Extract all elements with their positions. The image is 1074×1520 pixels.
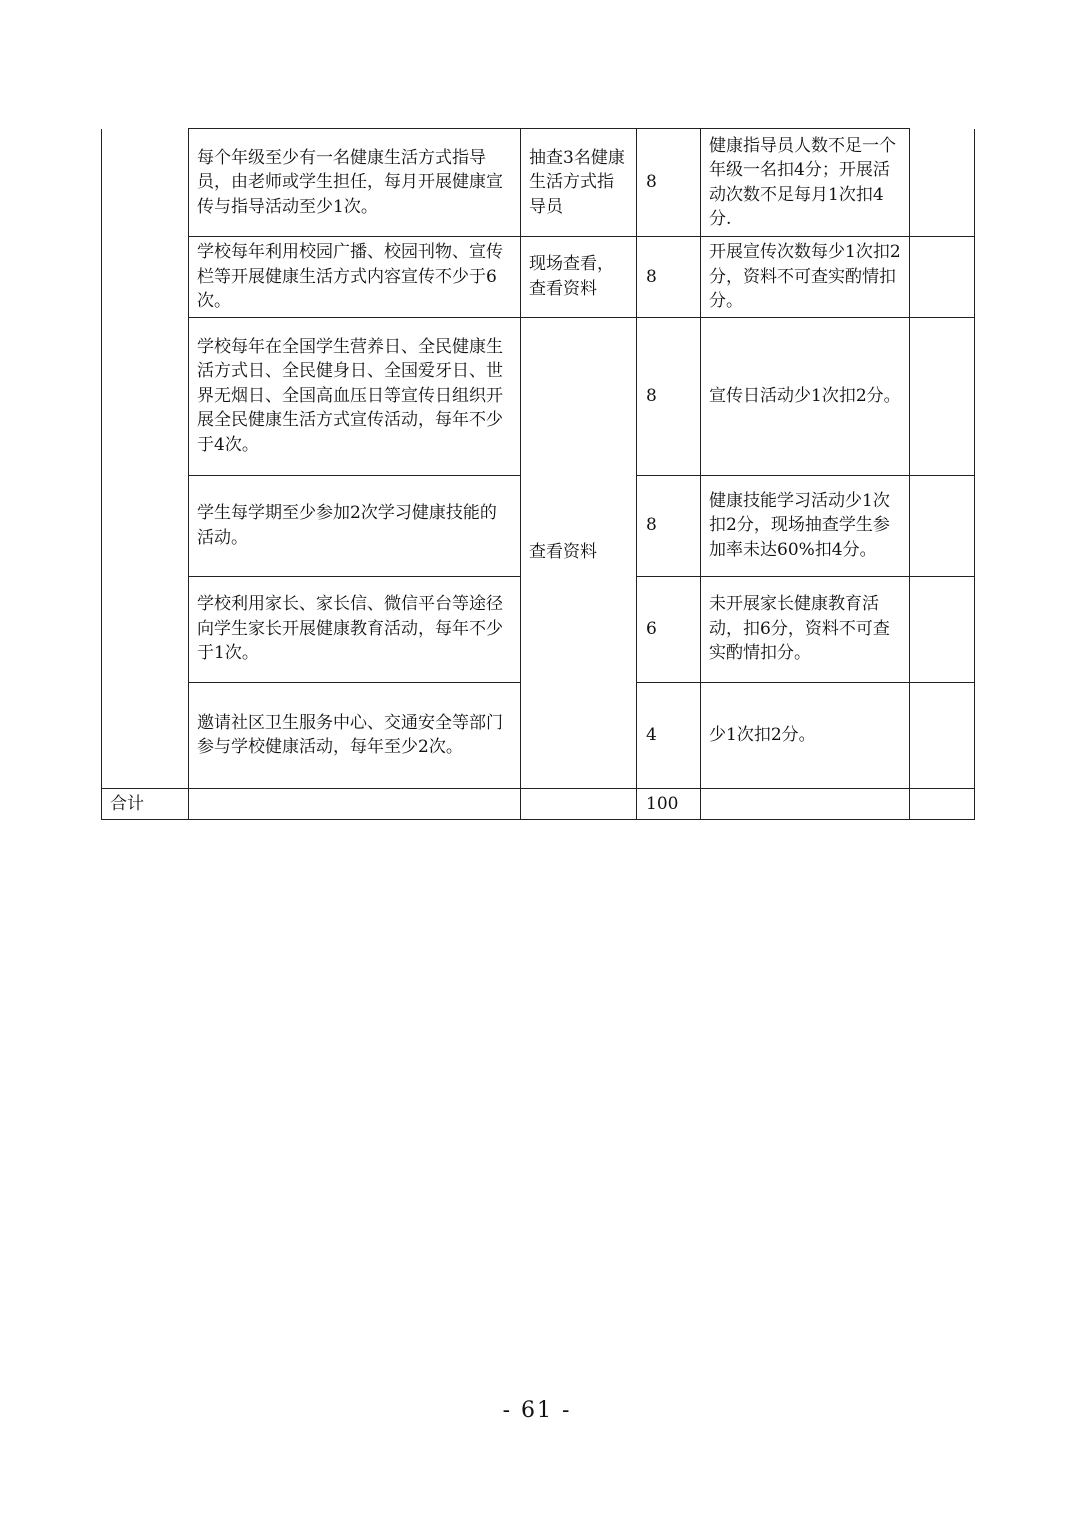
score-cell: 8 — [637, 237, 701, 318]
remark-cell — [910, 475, 975, 576]
table-row — [102, 237, 975, 318]
total-row — [102, 788, 975, 820]
table-row — [102, 129, 975, 237]
requirement-cell: 学校利用家长、家长信、微信平台等途径向学生家长开展健康教育活动，每年不少于1次。 — [189, 576, 521, 682]
deduction-cell: 健康技能学习活动少1次扣2分，现场抽查学生参加率未达60%扣4分。 — [701, 475, 910, 576]
score-cell: 8 — [637, 317, 701, 475]
remark-cell — [910, 317, 975, 475]
total-method-cell — [521, 788, 637, 820]
deduction-cell: 开展宣传次数每少1次扣2分，资料不可查实酌情扣分。 — [701, 237, 910, 318]
score-cell: 6 — [637, 576, 701, 682]
category-cell — [102, 129, 189, 789]
requirement-cell: 学校每年在全国学生营养日、全民健康生活方式日、全民健身日、全国爱牙日、世界无烟日、全国高血压日等宣传日组织开展全民健康生活方式宣传活动，每年不少于4次。 — [189, 317, 521, 475]
method-cell: 现场查看，查看资料 — [521, 237, 637, 318]
remark-cell — [910, 682, 975, 788]
total-remark-cell — [910, 788, 975, 820]
table-row — [102, 317, 975, 475]
deduction-cell: 少1次扣2分。 — [701, 682, 910, 788]
requirement-cell: 学校每年利用校园广播、校园刊物、宣传栏等开展健康生活方式内容宣传不少于6次。 — [189, 237, 521, 318]
deduction-cell: 宣传日活动少1次扣2分。 — [701, 317, 910, 475]
remark-cell — [910, 237, 975, 318]
remark-cell — [910, 129, 975, 237]
total-label: 合计 — [102, 788, 189, 820]
score-cell: 8 — [637, 129, 701, 237]
score-cell: 8 — [637, 475, 701, 576]
score-cell: 4 — [637, 682, 701, 788]
deduction-cell: 未开展家长健康教育活动，扣6分，资料不可查实酌情扣分。 — [701, 576, 910, 682]
requirement-cell: 每个年级至少有一名健康生活方式指导员，由老师或学生担任，每月开展健康宣传与指导活动至少1次。 — [189, 129, 521, 237]
total-deduction-cell — [701, 788, 910, 820]
total-score: 100 — [637, 788, 701, 820]
requirement-cell: 邀请社区卫生服务中心、交通安全等部门参与学校健康活动，每年至少2次。 — [189, 682, 521, 788]
deduction-cell: 健康指导员人数不足一个年级一名扣4分；开展活动次数不足每月1次扣4分. — [701, 129, 910, 237]
total-requirement-cell — [189, 788, 521, 820]
method-cell: 抽查3名健康生活方式指导员 — [521, 129, 637, 237]
remark-cell — [910, 576, 975, 682]
evaluation-table — [101, 128, 975, 820]
requirement-cell: 学生每学期至少参加2次学习健康技能的活动。 — [189, 475, 521, 576]
page-number: - 61 - — [502, 1398, 572, 1423]
method-cell: 查看资料 — [521, 317, 637, 788]
